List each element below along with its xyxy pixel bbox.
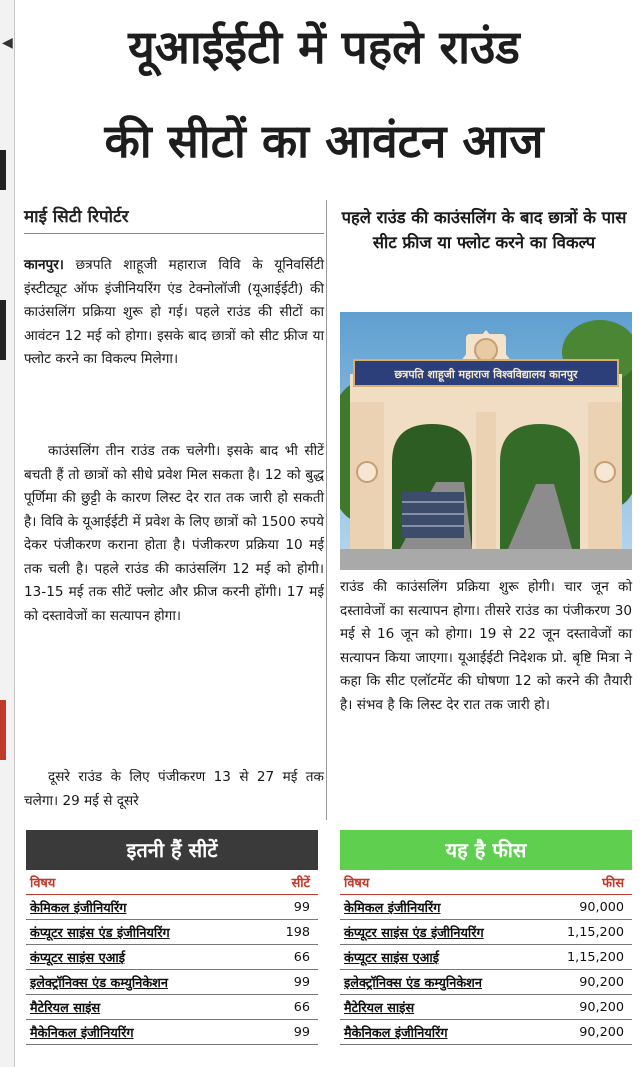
subject-cell: कंप्यूटर साइंस एआई [340,945,539,970]
edge-mark [0,700,6,760]
edge-arrow-icon: ◀ [2,35,13,51]
column-divider [326,200,327,820]
subject-cell: इलेक्ट्रॉनिक्स एंड कम्युनिकेशन [26,970,260,995]
table-row [26,895,318,920]
dateline: कानपुर। [24,257,64,273]
subject-cell: कंप्यूटर साइंस एंड इंजीनियरिंग [340,920,539,945]
subject-cell: कंप्यूटर साइंस एआई [26,945,260,970]
fees-table-grid [340,870,632,1045]
seats-cell: 66 [260,945,318,970]
table-row [340,1020,632,1045]
table-row [340,895,632,920]
seats-table-title: इतनी हैं सीटें [26,830,318,870]
fees-table [340,830,632,1045]
table-header-row [26,870,318,895]
subject-cell: केमिकल इंजीनियरिंग [26,895,260,920]
headline-line-1: यूआईईटी में पहले राउंड [128,20,520,74]
table-row [26,1020,318,1045]
seats-table [26,830,318,1045]
fee-cell: 1,15,200 [539,920,632,945]
headline-line-2: की सीटों का आवंटन आज [104,114,544,168]
article-paragraph-1 [24,254,324,372]
table-row [340,970,632,995]
subject-cell: मैकेनिकल इंजीनियरिंग [340,1020,539,1045]
seats-table-grid [26,870,318,1045]
edge-mark [0,150,6,190]
table-row [26,945,318,970]
table-row [26,920,318,945]
table-row [340,945,632,970]
seats-cell: 99 [260,895,318,920]
adjacent-page-edge [0,0,15,1067]
fee-cell: 90,200 [539,970,632,995]
column-header-subject: विषय [340,870,539,895]
subject-cell: केमिकल इंजीनियरिंग [340,895,539,920]
fee-cell: 1,15,200 [539,945,632,970]
gate-illustration [340,312,632,570]
paragraph-text: छत्रपति शाहूजी महाराज विवि के यूनिवर्सिटी इंस्टीट्यूट ऑफ इंजीनियरिंग एंड टेक्नोलॉजी (यूआईईटी) की काउंसलिंग प्रक्रिया शुरू हो गई। पहले राउंड की सीटों का आवंटन 12 मई को होगा। इसके बाद छात्रों को सीट फ्रीज या फ्लोट करने का विकल्प मिलेगा। [24,257,324,367]
fee-cell: 90,200 [539,1020,632,1045]
fee-cell: 90,200 [539,995,632,1020]
subject-cell: मैटेरियल साइंस [26,995,260,1020]
gate-banner-text: छत्रपति शाहूजी महाराज विश्वविद्यालय कानपुर [394,368,578,381]
table-row [340,995,632,1020]
table-row [26,970,318,995]
table-row [26,995,318,1020]
column-header-subject: विषय [26,870,260,895]
subject-cell: इलेक्ट्रॉनिक्स एंड कम्युनिकेशन [340,970,539,995]
table-header-row [340,870,632,895]
seats-cell: 99 [260,1020,318,1045]
byline: माई सिटी रिपोर्टर [24,204,324,234]
fees-table-title: यह है फीस [340,830,632,870]
subject-cell: मैकेनिकल इंजीनियरिंग [26,1020,260,1045]
column-header-seats: सीटें [260,870,318,895]
seats-cell: 99 [260,970,318,995]
seats-cell: 66 [260,995,318,1020]
seats-cell: 198 [260,920,318,945]
article-paragraph-3: दूसरे राउंड के लिए पंजीकरण 13 से 27 मई तक चलेगा। 29 मई से दूसरे [24,769,324,809]
table-row [340,920,632,945]
article-paragraph-4: राउंड की काउंसलिंग प्रक्रिया शुरू होगी। चार जून को दस्तावेजों का सत्यापन होगा। तीसरे राउंड का पंजीकरण 30 मई से 16 जून को होगा। 19 से 22 जून दस्तावेजों का सत्यापन किया जाएगा। यूआईईटी निदेशक प्रो. बृष्टि मित्रा ने कहा कि सीट एलॉटमेंट की घोषणा 12 को करने की तैयारी है। संभव है कि लिस्ट देर रात तक जारी हो। [340,579,632,713]
subheadline: पहले राउंड की काउंसलिंग के बाद छात्रों के पास सीट फ्रीज या फ्लोट करने का विकल्प [341,208,627,252]
article-paragraph-2: काउंसलिंग तीन राउंड तक चलेगी। इसके बाद भी सीटें बचती हैं तो छात्रों को सीधे प्रवेश मिल सकता है। 12 को बुद्ध पूर्णिमा की छुट्टी के कारण लिस्ट देर रात तक जारी हो सकती है। विवि के यूआईईटी में प्रवेश के लिए छात्रों को 1500 रुपये देकर पंजीकरण कराना होता है। पंजीकरण प्रक्रिया 10 मई तक चली है। पहले राउंड की काउंसलिंग 12 मई को होगी। 13-15 मई तक सीटें फ्लोट और फ्रीज करनी होंगी। 17 मई को दस्तावेजों का सत्यापन होगा। [24,443,324,624]
subject-cell: मैटेरियल साइंस [340,995,539,1020]
fee-cell: 90,000 [539,895,632,920]
edge-mark [0,300,6,360]
university-gate-photo [340,312,632,570]
column-header-fee: फीस [539,870,632,895]
subject-cell: कंप्यूटर साइंस एंड इंजीनियरिंग [26,920,260,945]
